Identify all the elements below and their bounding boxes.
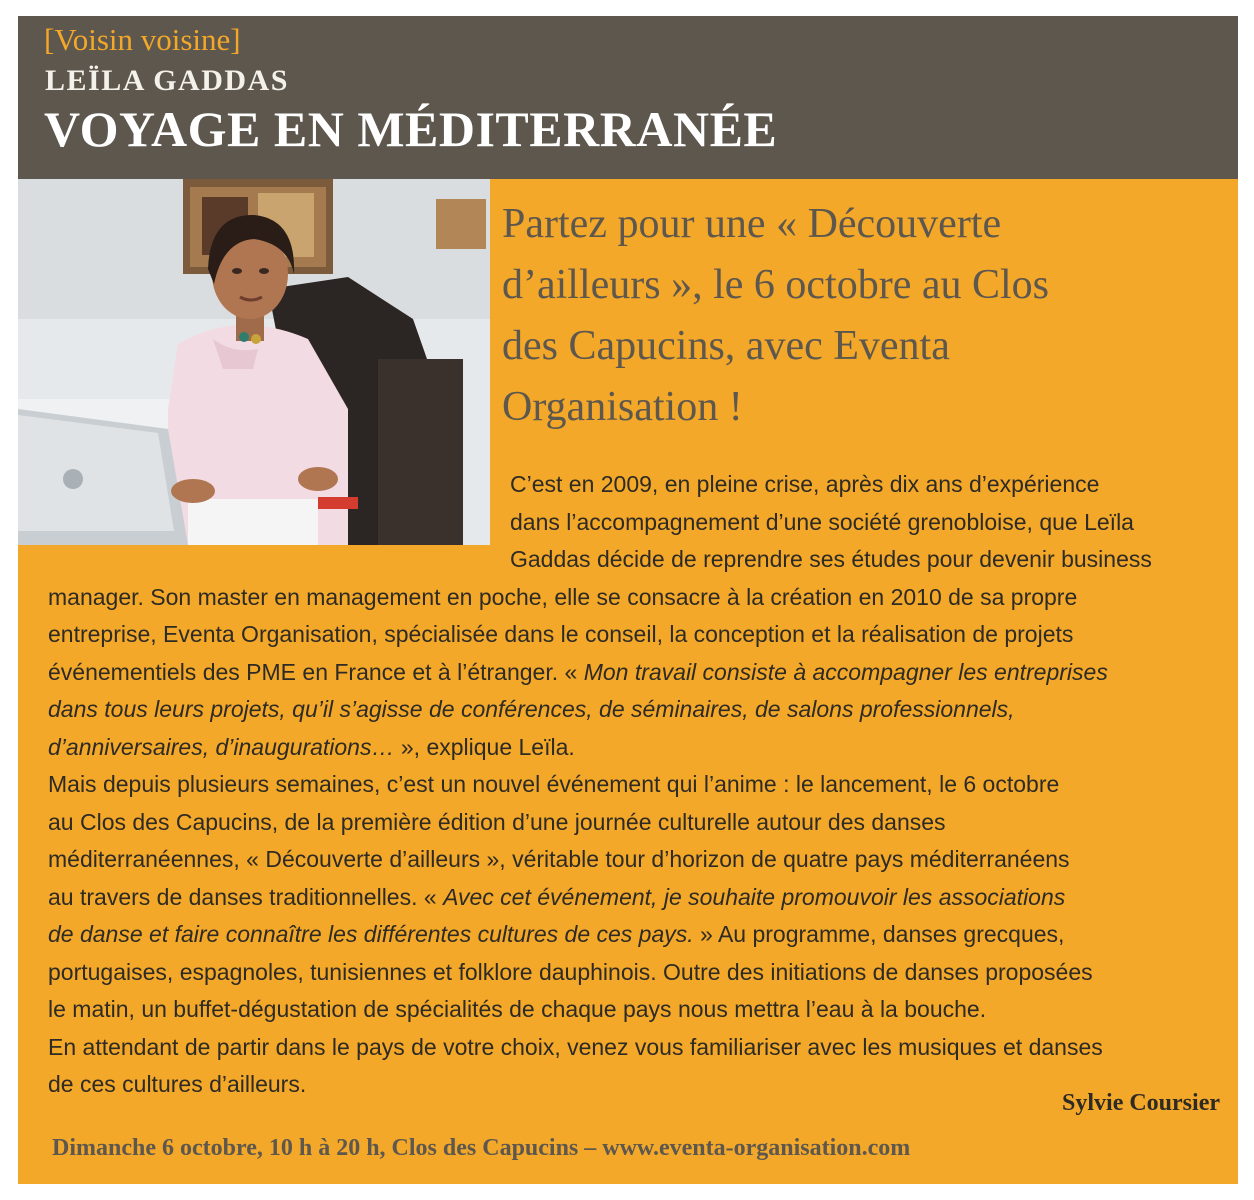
- lede-paragraph: [502, 194, 1222, 438]
- quote-text: dans tous leurs projets, qu’il s’agisse de conférences, de séminaires, de salons professionnels,: [48, 696, 1015, 722]
- body-text: de ces cultures d’ailleurs.: [48, 1071, 307, 1097]
- body-line: [48, 991, 1228, 1029]
- body-text: C’est en 2009, en pleine crise, après dix ans d’expérience: [510, 471, 1100, 497]
- body-line: [48, 691, 1228, 729]
- quote-text: de danse et faire connaître les différentes cultures de ces pays.: [48, 921, 701, 947]
- body-line: [48, 766, 1228, 804]
- body-line: [48, 466, 1228, 504]
- body-line: [48, 954, 1228, 992]
- body-line: [48, 1029, 1228, 1067]
- body-text: événementiels des PME en France et à l’étranger. «: [48, 658, 584, 685]
- quote-text: Avec cet événement, je souhaite promouvoir les associations: [443, 883, 1066, 910]
- body-text: portugaises, espagnoles, tunisiennes et folklore dauphinois. Outre des initiations de danses proposées: [48, 958, 1093, 985]
- lede-line: des Capucins, avec Eventa: [502, 323, 950, 369]
- body-line: [48, 879, 1228, 917]
- body-text: dans l’accompagnement d’une société grenobloise, que Leïla: [510, 508, 1134, 535]
- body-line: [48, 841, 1228, 879]
- body-line: [48, 1066, 1228, 1104]
- body-text: méditerranéennes, « Découverte d’ailleurs », véritable tour d’horizon de quatre pays méditerranéens: [48, 846, 1070, 872]
- lede-line: d’ailleurs », le 6 octobre au Clos: [502, 262, 1050, 308]
- article: [18, 16, 1238, 1184]
- body-line: [48, 504, 1228, 542]
- body-line: [48, 541, 1228, 579]
- article-body: [48, 466, 1228, 1104]
- body-line: [48, 616, 1228, 654]
- body-text: le matin, un buffet-dégustation de spécialités de chaque pays nous mettra l’eau à la bouche.: [48, 996, 987, 1022]
- lede-line: Partez pour une « Découverte: [502, 201, 1002, 247]
- body-line: [48, 916, 1228, 954]
- quote-text: Mon travail consiste à accompagner les entreprises: [583, 658, 1108, 685]
- body-line: [48, 804, 1228, 842]
- author-signature: Sylvie Coursier: [1062, 1090, 1220, 1116]
- body-text: entreprise, Eventa Organisation, spécialisée dans le conseil, la conception et la réalisation de projets: [48, 621, 1074, 647]
- body-text: » Au programme, danses grecques,: [700, 921, 1065, 947]
- body-line: [48, 579, 1228, 617]
- event-info-footer: Dimanche 6 octobre, 10 h à 20 h, Clos des Capucins – www.eventa-organisation.com: [52, 1135, 911, 1161]
- subject-name: LEÏLA GADDAS: [45, 64, 289, 97]
- body-text: Gaddas décide de reprendre ses études pour devenir business: [510, 546, 1152, 572]
- lede-line: Organisation !: [502, 384, 743, 430]
- body-text: au travers de danses traditionnelles. «: [48, 883, 444, 910]
- body-text: manager. Son master en management en poche, elle se consacre à la création en 2010 de sa propre: [48, 583, 1078, 610]
- article-title: VOYAGE EN MÉDITERRANÉE: [44, 101, 778, 157]
- article-header: [18, 16, 1238, 179]
- body-text: En attendant de partir dans le pays de votre choix, venez vous familiariser avec les musiques et danses: [48, 1033, 1103, 1060]
- body-text: au Clos des Capucins, de la première édition d’une journée culturelle autour des danses: [48, 808, 946, 835]
- quote-text: d’anniversaires, d’inaugurations…: [48, 733, 401, 760]
- body-line: [48, 729, 1228, 767]
- section-tag: [Voisin voisine]: [44, 22, 241, 57]
- body-text: », explique Leïla.: [400, 733, 575, 760]
- body-text: Mais depuis plusieurs semaines, c’est un nouvel événement qui l’anime : le lancement, le 6 octobre: [48, 771, 1060, 797]
- body-line: [48, 654, 1228, 692]
